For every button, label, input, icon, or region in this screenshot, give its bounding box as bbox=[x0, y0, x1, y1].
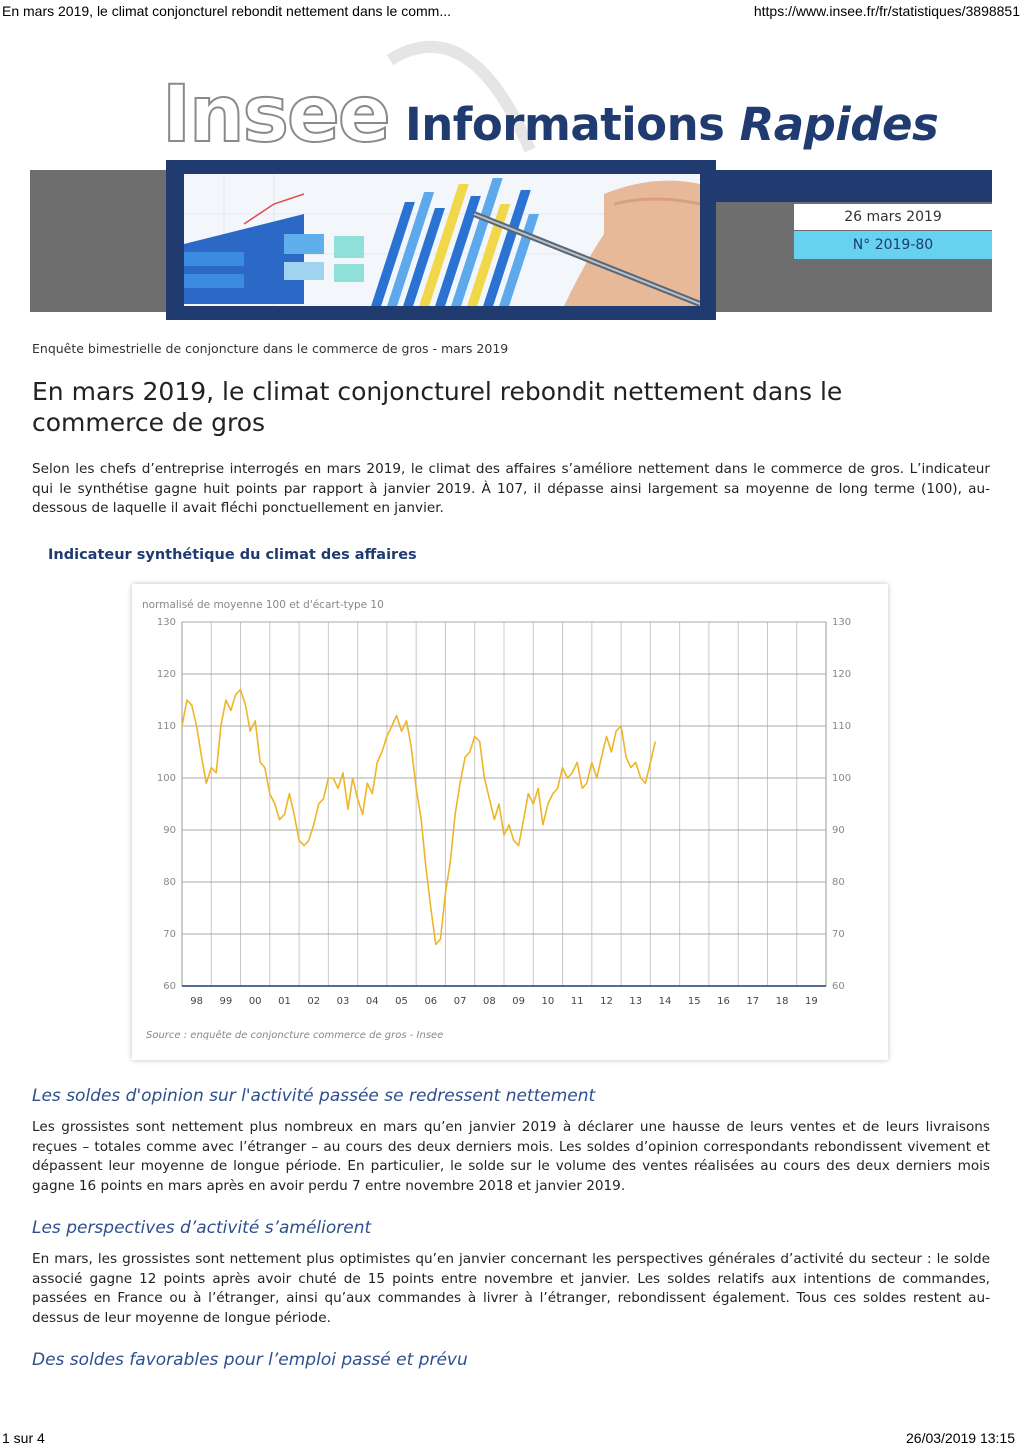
y-tick-label-right: 70 bbox=[832, 929, 845, 940]
banner-photo bbox=[184, 174, 700, 306]
header-navy-bar bbox=[712, 170, 992, 202]
publication-title-main: Informations bbox=[405, 98, 725, 151]
x-tick-label: 11 bbox=[570, 996, 584, 1007]
x-tick-label: 07 bbox=[453, 996, 467, 1007]
y-tick-label-left: 70 bbox=[163, 929, 176, 940]
x-tick-label: 98 bbox=[190, 996, 204, 1007]
x-tick-label: 10 bbox=[541, 996, 555, 1007]
x-tick-label: 14 bbox=[658, 996, 672, 1007]
x-tick-label: 17 bbox=[746, 996, 760, 1007]
y-tick-label-left: 100 bbox=[156, 773, 176, 784]
y-tick-label-right: 110 bbox=[832, 721, 852, 732]
article-headline: En mars 2019, le climat conjoncturel rebondit nettement dans le commerce de gros bbox=[32, 377, 843, 437]
y-tick-label-left: 60 bbox=[163, 981, 176, 992]
x-tick-label: 19 bbox=[804, 996, 818, 1007]
y-tick-label-right: 100 bbox=[832, 773, 852, 784]
publication-title-italic: Rapides bbox=[739, 98, 939, 151]
print-footer-datetime: 26/03/2019 13:15 bbox=[906, 1430, 1015, 1446]
print-header-url: https://www.insee.fr/fr/statistiques/3898851 bbox=[753, 3, 1020, 19]
section-heading-employment: Des soldes favorables pour l’emploi passé et prévu bbox=[32, 1350, 468, 1370]
intro-paragraph: Selon les chefs d’entreprise interrogés en mars 2019, le climat des affaires s’améliore nettement dans le commerce de gros. L’indicateur qui le synthétise gagne huit points par rapport à janvier 2019. À 107, il dépasse ainsi largement sa moyenne de long terme (100), au-dessous de laquelle il avait fléchi ponctuellement en janvier. bbox=[32, 461, 990, 516]
x-tick-label: 18 bbox=[775, 996, 789, 1007]
y-tick-label-right: 130 bbox=[832, 617, 852, 628]
chart-heading: Indicateur synthétique du climat des affaires bbox=[48, 547, 417, 563]
x-tick-label: 09 bbox=[512, 996, 526, 1007]
chart-source: Source : enquête de conjoncture commerce de gros - Insee bbox=[146, 1030, 444, 1041]
y-tick-label-right: 80 bbox=[832, 877, 845, 888]
x-tick-label: 16 bbox=[717, 996, 730, 1007]
y-tick-label-right: 90 bbox=[832, 825, 845, 836]
x-tick-label: 08 bbox=[482, 996, 496, 1007]
y-tick-label-right: 120 bbox=[832, 669, 852, 680]
print-footer-page: 1 sur 4 bbox=[2, 1430, 45, 1446]
x-tick-label: 99 bbox=[219, 996, 233, 1007]
y-tick-label-left: 90 bbox=[163, 825, 176, 836]
x-tick-label: 00 bbox=[248, 996, 262, 1007]
business-climate-chart bbox=[132, 584, 888, 1060]
x-tick-label: 12 bbox=[600, 996, 613, 1007]
section-heading-outlook: Les perspectives d’activité s’améliorent bbox=[32, 1218, 372, 1238]
x-tick-label: 05 bbox=[395, 996, 408, 1007]
x-tick-label: 13 bbox=[629, 996, 643, 1007]
chart-unit-label: normalisé de moyenne 100 et d'écart-type 10 bbox=[142, 599, 384, 611]
x-tick-label: 15 bbox=[687, 996, 701, 1007]
publication-number: N° 2019-80 bbox=[794, 231, 992, 259]
y-tick-label-left: 130 bbox=[156, 617, 176, 628]
publication-title bbox=[405, 98, 938, 151]
publication-date: 26 mars 2019 bbox=[794, 204, 992, 230]
y-tick-label-left: 110 bbox=[156, 721, 176, 732]
section-heading-past-activity: Les soldes d'opinion sur l'activité passée se redressent nettement bbox=[32, 1086, 596, 1106]
print-header-title: En mars 2019, le climat conjoncturel rebondit nettement dans le comm... bbox=[2, 3, 451, 19]
y-tick-label-left: 80 bbox=[163, 877, 176, 888]
survey-subtitle: Enquête bimestrielle de conjoncture dans le commerce de gros - mars 2019 bbox=[32, 341, 509, 356]
x-tick-label: 01 bbox=[278, 996, 291, 1007]
chart-frame bbox=[132, 584, 888, 1060]
section-paragraph-outlook: En mars, les grossistes sont nettement plus optimistes qu’en janvier concernant les perspectives générales d’activité du secteur : le solde associé gagne 12 points après avoir chuté de 15 points entre novembre et janvier. Les soldes relatifs aux intentions de commandes, passées en France ou à l’étranger, ainsi qu’aux commandes à livrer à l’étranger, rebondissent également. Tous ces soldes restent au-dessus de leur moyenne de longue période. bbox=[32, 1251, 990, 1326]
x-tick-label: 03 bbox=[336, 996, 350, 1007]
banner-graphic bbox=[184, 174, 700, 306]
insee-logo: Insee bbox=[162, 70, 389, 160]
y-tick-label-left: 120 bbox=[156, 669, 176, 680]
x-tick-label: 04 bbox=[365, 996, 379, 1007]
y-tick-label-right: 60 bbox=[832, 981, 845, 992]
section-paragraph-past-activity: Les grossistes sont nettement plus nombreux en mars qu’en janvier 2019 à déclarer une hausse de leurs ventes et de leurs livraisons reçues – totales comme avec l’étranger – au cours des deux derniers mois. Les soldes d’opinion correspondants rebondissent vivement et dépassent leur moyenne de longue période. En particulier, le solde sur le volume des ventes réalisées au cours des deux derniers mois gagne 16 points en mars après en avoir perdu 7 entre novembre 2018 et janvier 2019. bbox=[32, 1119, 990, 1194]
banner-image bbox=[166, 160, 716, 320]
x-tick-label: 02 bbox=[307, 996, 321, 1007]
x-tick-label: 06 bbox=[424, 996, 438, 1007]
